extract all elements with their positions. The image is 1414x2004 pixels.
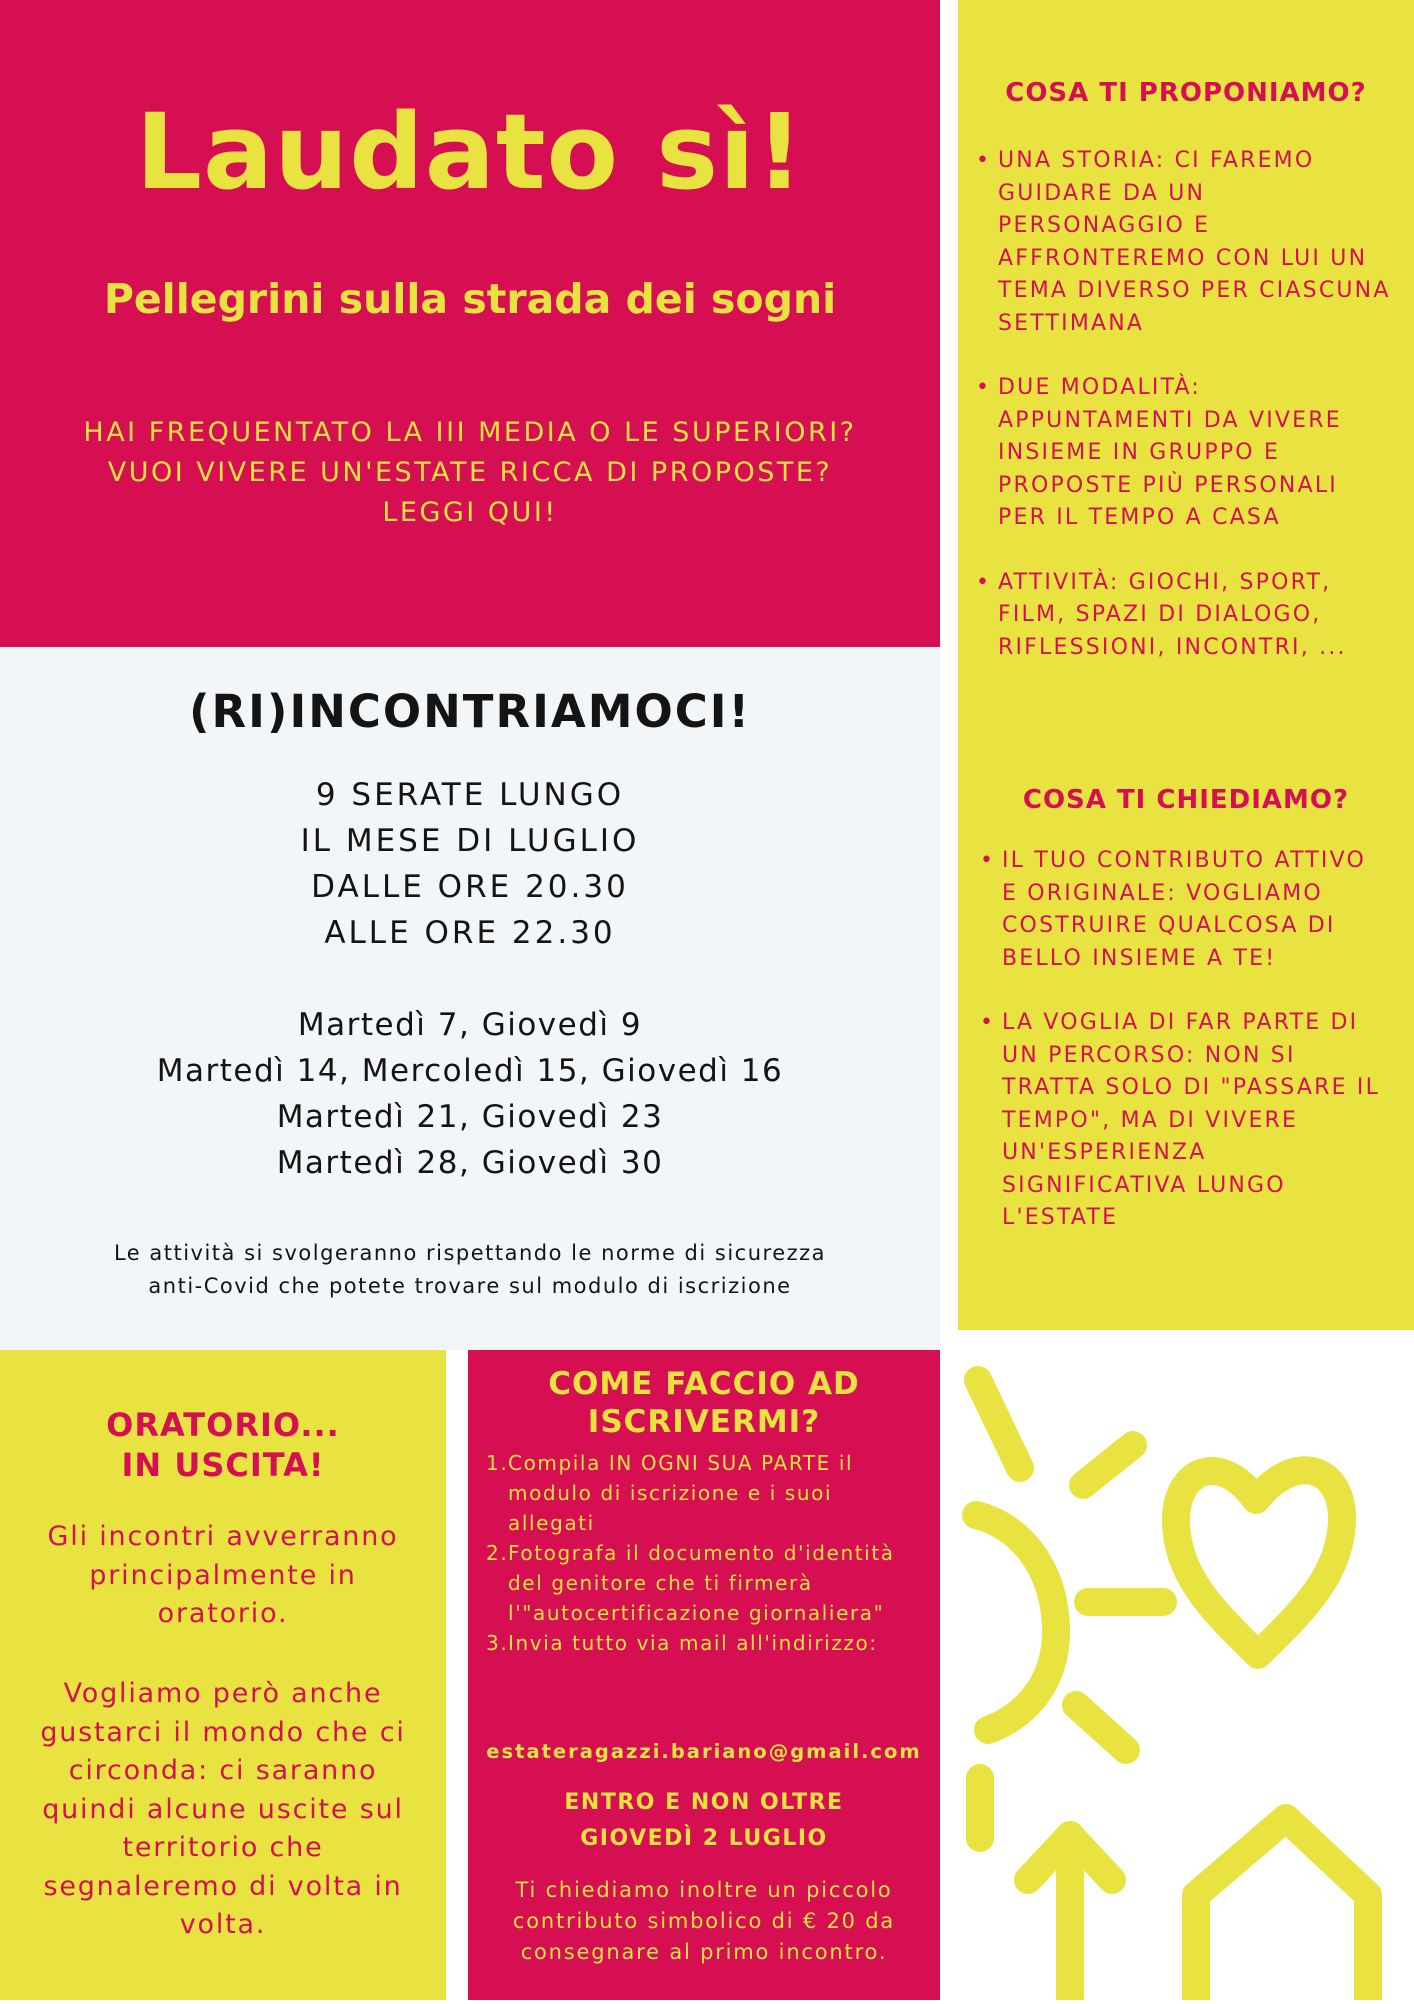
step-number: 3. [486, 1631, 509, 1655]
requests-heading: COSA TI CHIEDIAMO? [1022, 785, 1350, 815]
right-column [958, 0, 1414, 1330]
heading-line: COME FACCIO AD [548, 1366, 860, 1402]
intro-line: LEGGI QUI! [382, 497, 558, 528]
times-line: ALLE ORE 22.30 [324, 915, 616, 951]
meeting-times [0, 772, 940, 956]
step-item [486, 1628, 926, 1658]
email-address[interactable]: estateragazzi.bariano@gmail.com [486, 1740, 922, 1763]
oratorio-paragraph: Vogliamo però anche gustarci il mondo che ci circonda: ci saranno quindi alcune uscite sul territorio che segnaleremo di volta in volta. [40, 1678, 406, 1940]
sun-icon [976, 1380, 1163, 1838]
dates-line: Martedì 14, Mercoledì 15, Giovedì 16 [156, 1053, 784, 1089]
covid-note: Le attività si svolgeranno rispettando le norme di sicurezza anti-Covid che potete trovare sul modulo di iscrizione [113, 1241, 827, 1298]
list-item: • DUE MODALITÀ: APPUNTAMENTI DA VIVERE INSIEME IN GRUPPO E PROPOSTE PIÙ PERSONALI PER IL TEMPO A CASA [976, 372, 1396, 535]
list-item: • ATTIVITÀ: GIOCHI, SPORT, FILM, SPAZI DI DIALOGO, RIFLESSIONI, INCONTRI, ... [976, 567, 1396, 665]
meeting-panel [0, 647, 940, 1350]
page-title: Laudato sì! [135, 91, 805, 213]
house-icon [1196, 1818, 1368, 2000]
times-line: IL MESE DI LUGLIO [300, 823, 640, 859]
arrow-up-icon [1028, 1835, 1112, 2000]
oratorio-panel [0, 1350, 446, 2000]
intro-line: VUOI VIVERE UN'ESTATE RICCA DI PROPOSTE? [107, 457, 833, 488]
decoration-panel [958, 1350, 1414, 2000]
proposals-list [976, 145, 1396, 696]
step-number: 2. [486, 1541, 509, 1565]
list-item: • LA VOGLIA DI FAR PARTE DI UN PERCORSO: NON SI TRATTA SOLO DI "PASSARE IL TEMPO", MA DI VIVERE UN'ESPERIENZA SIGNIFICATIVA LUNGO L'ESTATE [980, 1007, 1390, 1235]
oratorio-heading [0, 1405, 446, 1485]
step-item [486, 1538, 926, 1628]
deadline-text [468, 1785, 940, 1857]
page-subtitle: Pellegrini sulla strada dei sogni [103, 275, 837, 323]
meeting-heading: (RI)INCONTRIAMOCI! [188, 685, 752, 738]
signup-steps [486, 1448, 926, 1658]
decoration-art [958, 1350, 1414, 2000]
intro-text [0, 413, 940, 533]
times-line: 9 SERATE LUNGO [315, 777, 625, 813]
step-text: Fotografa il documento d'identità del genitore che ti firmerà l'"autocertificazione giornaliera" [508, 1541, 895, 1625]
meeting-dates [0, 1002, 940, 1186]
heart-icon [1176, 1470, 1342, 1655]
deadline-line: ENTRO E NON OLTRE [564, 1790, 844, 1815]
deadline-line: GIOVEDÌ 2 LUGLIO [580, 1826, 828, 1851]
requests-list [980, 845, 1390, 1267]
list-item: • IL TUO CONTRIBUTO ATTIVO E ORIGINALE: VOGLIAMO COSTRUIRE QUALCOSA DI BELLO INSIEME A TE! [980, 845, 1390, 975]
heading-line: IN USCITA! [121, 1446, 325, 1484]
dates-line: Martedì 21, Giovedì 23 [276, 1099, 664, 1135]
signup-heading [468, 1365, 940, 1441]
contribution-text: Ti chiediamo inoltre un piccolo contributo simbolico di € 20 da consegnare al primo incontro. [512, 1878, 896, 1964]
times-line: DALLE ORE 20.30 [311, 869, 629, 905]
heading-line: ISCRIVERMI? [587, 1404, 821, 1440]
step-text: Compila IN OGNI SUA PARTE il modulo di iscrizione e i suoi allegati [508, 1451, 854, 1535]
list-item: • UNA STORIA: CI FAREMO GUIDARE DA UN PERSONAGGIO E AFFRONTEREMO CON LUI UN TEMA DIVERSO PER CIASCUNA SETTIMANA [976, 145, 1396, 340]
hero-panel [0, 0, 940, 647]
intro-line: HAI FREQUENTATO LA III MEDIA O LE SUPERIORI? [83, 417, 857, 448]
step-text: Invia tutto via mail all'indirizzo: [508, 1631, 878, 1655]
heading-line: ORATORIO... [106, 1406, 340, 1444]
step-item [486, 1448, 926, 1538]
dates-line: Martedì 28, Giovedì 30 [276, 1145, 664, 1181]
step-number: 1. [486, 1451, 509, 1475]
oratorio-paragraph: Gli incontri avverranno principalmente in oratorio. [47, 1521, 399, 1629]
dates-line: Martedì 7, Giovedì 9 [297, 1007, 643, 1043]
signup-panel [468, 1350, 940, 2000]
proposals-heading: COSA TI PROPONIAMO? [1005, 78, 1367, 108]
